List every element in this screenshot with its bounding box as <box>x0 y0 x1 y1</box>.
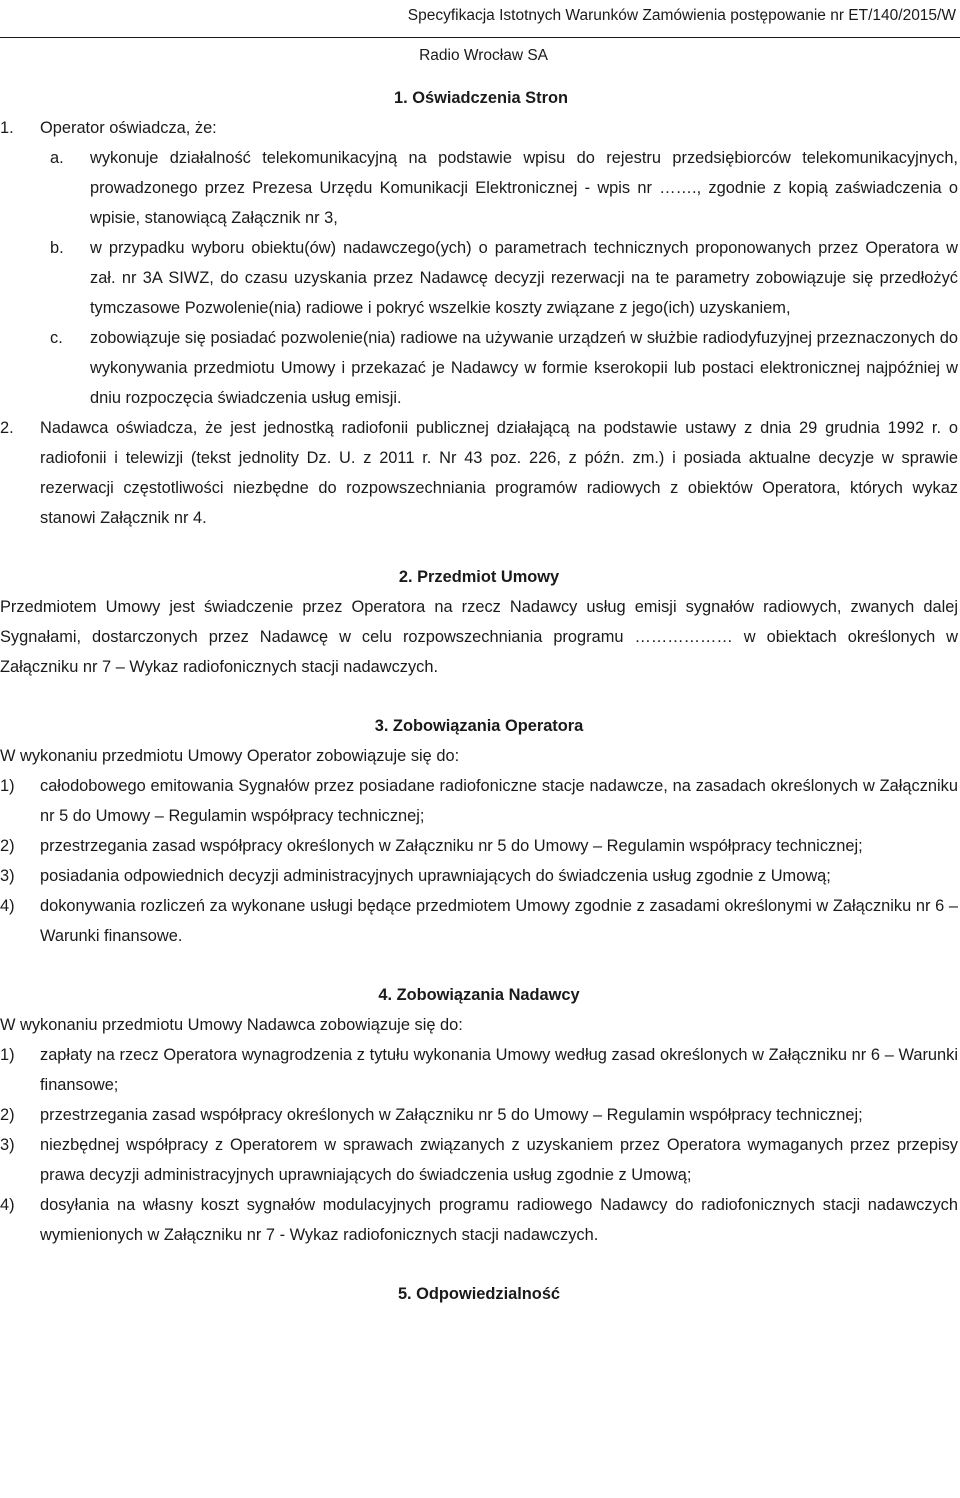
item-text: dokonywania rozliczeń za wykonane usługi będące przedmiotem Umowy zgodnie z zasadami określonymi w Załączniku nr 6 – Warunki finansowe. <box>40 897 958 945</box>
subpoint-label: c. <box>50 329 63 347</box>
item-number: 4) <box>0 897 15 915</box>
item-text: zapłaty na rzecz Operatora wynagrodzenia z tytułu wykonania Umowy według zasad określonych w Załączniku nr 6 – Warunki finansowe; <box>40 1046 958 1094</box>
section-2-title: 2. Przedmiot Umowy <box>398 568 560 586</box>
section-4-item <box>0 1040 958 1100</box>
item-text: przestrzegania zasad współpracy określonych w Załączniku nr 5 do Umowy – Regulamin współpracy technicznej; <box>40 837 863 855</box>
point-text: Operator oświadcza, że: <box>40 119 217 137</box>
section-4-item <box>0 1190 958 1250</box>
section-1-subpoint-a <box>0 143 958 233</box>
item-number: 3) <box>0 867 15 885</box>
section-1-subpoint-c <box>0 323 958 413</box>
item-number: 1) <box>0 777 15 795</box>
document-body <box>0 83 958 1309</box>
subpoint-text: w przypadku wyboru obiektu(ów) nadawczego(ych) o parametrach technicznych proponowanych przez Operatora w zał. nr 3A SIWZ, do czasu uzyskania przez Nadawcę decyzji rezerwacji na te parametry zobowiązuje się przedłożyć tymczasowe Pozwolenie(nia) radiowe i pokryć wszelkie koszty związane z jego(ich) uzyskaniem, <box>90 239 958 317</box>
item-text: przestrzegania zasad współpracy określonych w Załączniku nr 5 do Umowy – Regulamin współpracy technicznej; <box>40 1106 863 1124</box>
item-number: 3) <box>0 1136 15 1154</box>
section-4-item <box>0 1100 958 1130</box>
section-3-item <box>0 891 958 951</box>
item-number: 2) <box>0 1106 15 1124</box>
item-text: posiadania odpowiednich decyzji administracyjnych uprawniających do świadczenia usług zgodnie z Umową; <box>40 867 831 885</box>
section-2-paragraph: Przedmiotem Umowy jest świadczenie przez Operatora na rzecz Nadawcy usług emisji sygnałów radiowych, zwanych dalej Sygnałami, dostarczonych przez Nadawcę w celu rozpowszechniania programu ……………… w obiektach określonych w Załączniku nr 7 – Wykaz radiofonicznych stacji nadawczych. <box>0 598 958 676</box>
header-rule <box>0 37 960 38</box>
section-4-intro: W wykonaniu przedmiotu Umowy Nadawca zobowiązuje się do: <box>0 1016 463 1034</box>
section-3-title: 3. Zobowiązania Operatora <box>374 717 584 735</box>
section-3-item <box>0 861 958 891</box>
section-3-intro: W wykonaniu przedmiotu Umowy Operator zobowiązuje się do: <box>0 747 460 765</box>
subpoint-label: b. <box>50 239 64 257</box>
point-text: Nadawca oświadcza, że jest jednostką radiofonii publicznej działającą na podstawie ustawy z dnia 29 grudnia 1992 r. o radiofonii i telewizji (tekst jednolity Dz. U. z 2011 r. Nr 43 poz. 226, z późn. zm.) i posiada aktualne decyzje w sprawie rezerwacji częstotliwości niezbędne do rozpowszechniania programów radiowych z obiektów Operatora, których wykaz stanowi Załącznik nr 4. <box>40 419 958 527</box>
section-4-item <box>0 1130 958 1190</box>
document-header-organization: Radio Wrocław SA <box>419 47 548 64</box>
subpoint-label: a. <box>50 149 64 167</box>
section-4-title: 4. Zobowiązania Nadawcy <box>378 986 580 1004</box>
point-number: 2. <box>0 419 14 437</box>
item-number: 4) <box>0 1196 15 1214</box>
item-number: 2) <box>0 837 15 855</box>
document-header-title: Specyfikacja Istotnych Warunków Zamówienia postępowanie nr ET/140/2015/W <box>407 7 956 24</box>
section-1-subpoint-b <box>0 233 958 323</box>
section-3-item <box>0 831 958 861</box>
item-number: 1) <box>0 1046 15 1064</box>
subpoint-text: wykonuje działalność telekomunikacyjną na podstawie wpisu do rejestru przedsiębiorców telekomunikacyjnych, prowadzonego przez Prezesa Urzędu Komunikacji Elektronicznej - wpis nr ……., zgodnie z kopią zaświadczenia o wpisie, stanowiącą Załącznik nr 3, <box>90 149 958 227</box>
subpoint-text: zobowiązuje się posiadać pozwolenie(nia) radiowe na używanie urządzeń w służbie radiodyfuzyjnej przeznaczonych do wykonywania przedmiotu Umowy i przekazać je Nadawcy w formie kserokopii lub postaci elektronicznej najpóźniej w dniu rozpoczęcia świadczenia usług emisji. <box>90 329 958 407</box>
section-1-point-2 <box>0 413 958 533</box>
section-1-title: 1. Oświadczenia Stron <box>394 89 568 107</box>
point-number: 1. <box>0 119 14 137</box>
section-3-item <box>0 771 958 831</box>
item-text: całodobowego emitowania Sygnałów przez posiadane radiofoniczne stacje nadawcze, na zasadach określonych w Załączniku nr 5 do Umowy – Regulamin współpracy technicznej; <box>40 777 958 825</box>
section-1-point-1 <box>0 113 958 143</box>
item-text: niezbędnej współpracy z Operatorem w sprawach związanych z uzyskaniem przez Operatora wymaganych przez przepisy prawa decyzji administracyjnych uprawniających do świadczenia usług zgodnie z Umową; <box>40 1136 958 1184</box>
section-5-title: 5. Odpowiedzialność <box>397 1285 561 1303</box>
item-text: dosyłania na własny koszt sygnałów modulacyjnych programu radiowego Nadawcy do radiofonicznych stacji nadawczych wymienionych w Załączniku nr 7 - Wykaz radiofonicznych stacji nadawczych. <box>40 1196 958 1244</box>
